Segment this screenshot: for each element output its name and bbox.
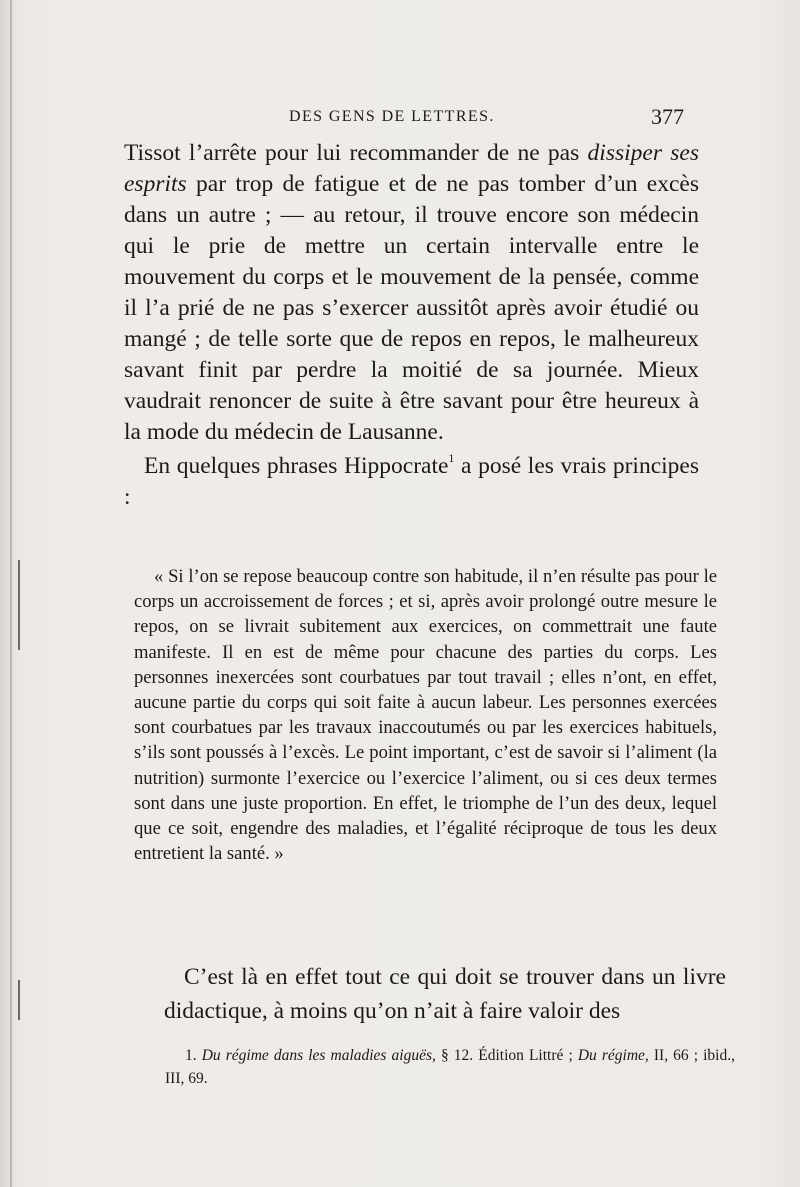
paragraph-text: a posé les vrais principes : — [124, 453, 699, 510]
closing-paragraph — [164, 960, 726, 1028]
footnote-text: II, 66 ; ibid., III, 69. — [165, 1047, 735, 1087]
page-edge-mark — [18, 980, 20, 1020]
footnote — [165, 1044, 735, 1090]
footnote-title: Du régime dans les maladies aiguës, — [201, 1047, 436, 1064]
quote-text: « Si l’on se repose beaucoup contre son habitude, il n’en résulte pas pour le corps un accroissement de forces ; et si, après avoir prolongé outre mesure le repos, on se livrait subitement aux exercices, on commettrait une faute manifeste. Il en est de même pour chacune des parties du corps. Les personnes inexercées sont courbatues par tout travail ; elles n’ont, en effet, aucune partie du corps qui soit faite à aucun labeur. Les personnes exercées sont courbatues par les travaux inaccoutumés ou par les exercices habituels, s’ils sont poussés à l’excès. Le point important, c’est de savoir si l’aliment (la nutrition) surmonte l’exercice ou l’exercice l’aliment, ou si ces deux termes sont dans une juste proportion. En effet, le triomphe de l’un des deux, lequel que ce soit, engendre des maladies, et l’égalité réciproque de tous les deux entretient la santé. » — [134, 566, 717, 865]
page-header — [124, 104, 684, 134]
page-edge-mark — [18, 560, 20, 650]
paragraph-text: Tissot l’arrête pour lui recommander de ne pas — [124, 140, 588, 166]
italic-phrase: dissiper ses esprits — [124, 140, 699, 197]
footnote-line — [165, 1044, 735, 1090]
block-quote — [134, 564, 717, 866]
paragraph-tissot — [124, 138, 699, 448]
binding-gutter-line — [10, 0, 12, 1187]
footnote-title: Du régime, — [577, 1047, 649, 1064]
footnote-text: § 12. Édition Littré ; — [435, 1047, 578, 1064]
main-text — [124, 138, 699, 513]
paragraph-text: par trop de fatigue et de ne pas tomber d’un excès dans un autre ; — au retour, il trouve encore son médecin qui le prie de mettre un certain intervalle entre le mouvement du corps et le mouvement de la pensée, comme il l’a prié de ne pas s’exercer aussitôt après avoir étudié ou mangé ; de telle sorte que de repos en repos, le malheureux savant finit par perdre la moitié de sa journée. Mieux vaudrait renoncer de suite à être savant pour être heureux à la mode du médecin de Lausanne. — [124, 171, 699, 445]
running-head: DES GENS DE LETTRES. — [289, 108, 495, 125]
closing-text: C’est là en effet tout ce qui doit se trouver dans un livre didactique, à moins qu’on n’ait à faire valoir des — [164, 964, 726, 1024]
page-number: 377 — [651, 104, 684, 129]
footnote-reference: 1 — [448, 451, 455, 466]
paragraph-hippocrate — [124, 451, 699, 513]
paragraph-text: En quelques phrases Hippocrate — [144, 453, 449, 479]
footnote-number: 1. — [185, 1047, 197, 1064]
